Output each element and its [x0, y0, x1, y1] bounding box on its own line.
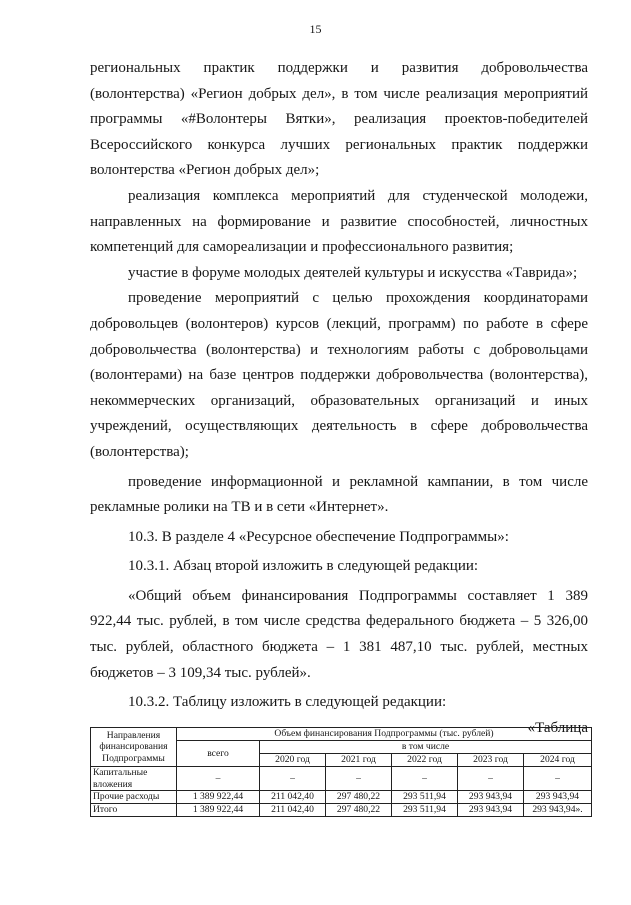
page-number: 15	[309, 22, 322, 36]
paragraph: «Общий объем финансирования Подпрограммы составляет 1 389 922,44 тыс. рублей, в том числе средства федерального бюджета – 5 326,00 тыс. рублей, областного бюджета – 1 381 487,10 тыс. рублей, местных бюджетов – 3 109,34 тыс. рублей».	[90, 587, 588, 681]
header-financing-volume: Объем финансирования Подпрограммы (тыс. рублей)	[177, 728, 592, 741]
row-name: Капитальные вложения	[91, 767, 177, 791]
row-name: Итого	[91, 804, 177, 817]
header-including: в том числе	[260, 741, 592, 754]
cell-value: 211 042,40	[260, 804, 326, 817]
header-year: 2022 год	[392, 754, 458, 767]
cell-total: 1 389 922,44	[177, 804, 260, 817]
paragraph: проведение информационной и рекламной кампании, в том числе рекламные ролики на ТВ и в сети «Интернет».	[90, 473, 588, 516]
table-row	[91, 804, 592, 817]
table-row	[91, 791, 592, 804]
header-total: всего	[177, 741, 260, 767]
header-year: 2020 год	[260, 754, 326, 767]
paragraph: региональных практик поддержки и развития добровольчества (волонтерства) «Регион добрых дел», в том числе реализация мероприятий программы «#Волонтеры Вятки», реализация проектов-победителей Всероссийского конкурса лучших региональных практик поддержки волонтерства «Регион добрых дел»;	[90, 60, 588, 179]
cell-total: 1 389 922,44	[177, 791, 260, 804]
paragraph: 10.3.2. Таблицу изложить в следующей редакции:	[128, 694, 447, 711]
cell-value: 293 943,94	[458, 791, 524, 804]
paragraph: участие в форуме молодых деятелей культуры и искусства «Таврида»;	[128, 264, 578, 281]
cell-value: –	[524, 767, 592, 791]
cell-value: 211 042,40	[260, 791, 326, 804]
cell-value: –	[458, 767, 524, 791]
paragraph: проведение мероприятий с целью прохождения координаторами добровольцев (волонтеров) курсов (лекций, программ) по работе в сфере добровольчества (волонтерства) и технологиям работы с добровольцами (волонтерами) на базе центров поддержки добровольчества (волонтерства), некоммерческих организаций, образовательных организаций и иных учреждений, осуществляющих деятельность в сфере добровольчества (волонтерства);	[90, 290, 588, 460]
cell-value: 293 943,94».	[524, 804, 592, 817]
cell-value: –	[260, 767, 326, 791]
cell-value: –	[392, 767, 458, 791]
cell-total: –	[177, 767, 260, 791]
row-name: Прочие расходы	[91, 791, 177, 804]
header-direction: Направления финансирования Подпрограммы	[91, 728, 177, 767]
cell-value: 293 943,94	[524, 791, 592, 804]
paragraph: реализация комплекса мероприятий для студенческой молодежи, направленных на формирование и развитие способностей, личностных компетенций для самореализации и профессионального развития;	[90, 187, 588, 256]
cell-value: 297 480,22	[326, 804, 392, 817]
table-caption: «Таблица	[527, 719, 588, 736]
cell-value: 293 943,94	[458, 804, 524, 817]
cell-value: 297 480,22	[326, 791, 392, 804]
paragraph: 10.3.1. Абзац второй изложить в следующей редакции:	[128, 558, 479, 575]
body-text	[90, 56, 588, 741]
paragraph: 10.3. В разделе 4 «Ресурсное обеспечение Подпрограммы»:	[128, 528, 509, 545]
header-year: 2021 год	[326, 754, 392, 767]
header-year: 2023 год	[458, 754, 524, 767]
header-year: 2024 год	[524, 754, 592, 767]
cell-value: 293 511,94	[392, 804, 458, 817]
financing-table	[90, 727, 592, 817]
cell-value: 293 511,94	[392, 791, 458, 804]
cell-value: –	[326, 767, 392, 791]
table-row	[91, 767, 592, 791]
